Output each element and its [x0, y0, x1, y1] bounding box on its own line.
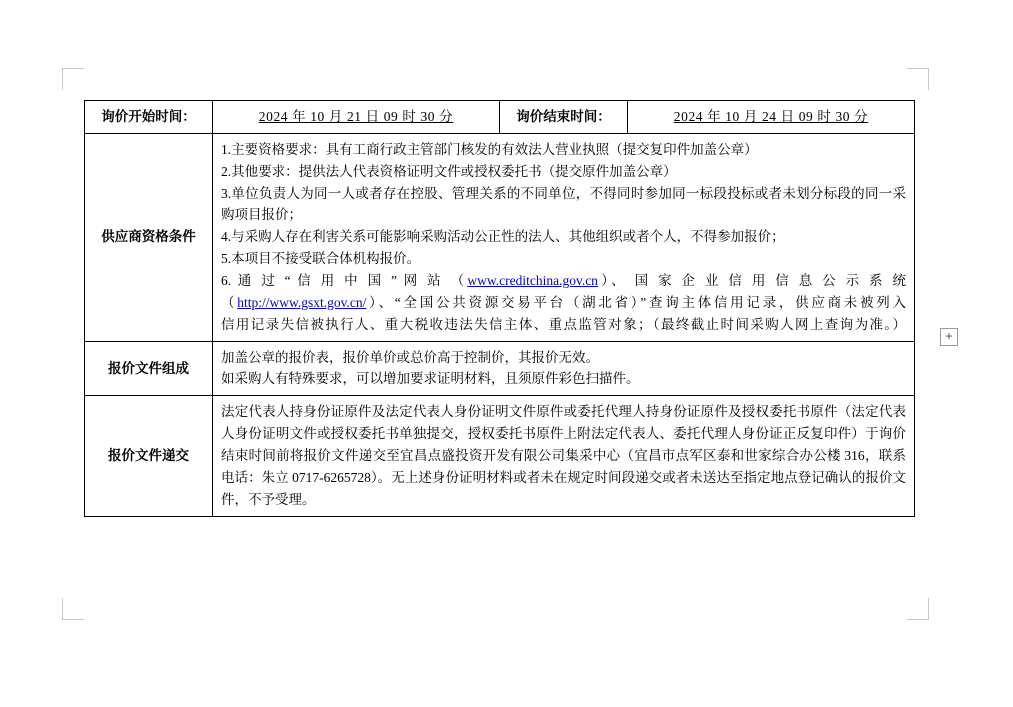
clause6-mid-text: ）、 国 家 企 业 信 用 信 息 公 示 系 统 [597, 273, 906, 289]
value-inquiry-start-time-text: 2024 年 10 月 21 日 09 时 30 分 [258, 109, 454, 124]
qualification-clause-6-line-1 [221, 270, 906, 292]
content-quotation-composition [213, 341, 915, 396]
value-inquiry-end-time [628, 101, 915, 134]
qualification-line-1: 1.主要资格要求：具有工商行政主管部门核发的有效法人营业执照（提交复印件加盖公章） [221, 141, 758, 157]
clause6-line2-rest-text: ）、“全国公共资源交易平台（湖北省）”查询主体信用记录，供应商未被列入 [366, 294, 906, 310]
table-row-quotation-submission [85, 396, 915, 516]
label-quotation-submission: 报价文件递交 [85, 396, 213, 516]
crop-mark-top-right [907, 68, 929, 90]
composition-line-2: 如采购人有特殊要求，可以增加要求证明材料，且须原件彩色扫描件。 [221, 371, 640, 387]
table-row-quotation-composition [85, 341, 915, 396]
qualification-line-3: 3.单位负责人为同一人或者存在控股、管理关系的不同单位，不得同时参加同一标段投标或者未划分标段的同一采购项目报价； [221, 185, 906, 223]
crop-mark-bottom-right [907, 598, 929, 620]
inquiry-info-table [84, 100, 915, 517]
label-quotation-composition: 报价文件组成 [85, 341, 213, 396]
qualification-line-4: 4.与采购人存在利害关系可能影响采购活动公正性的法人、其他组织或者个人，不得参加报价； [221, 229, 785, 245]
table-row-time [85, 101, 915, 134]
clause6-prefix-text: 6. 通 过 “ 信 用 中 国 ” 网 站 （ [221, 273, 468, 289]
label-inquiry-end-time: 询价结束时间： [500, 101, 628, 134]
clause6-line2-prefix-text: （ [221, 294, 238, 310]
content-quotation-submission [213, 396, 915, 516]
expand-table-button[interactable]: + [940, 328, 958, 346]
creditchina-link[interactable]: www.creditchina.gov.cn [467, 273, 598, 289]
qualification-clause-6-line-3: 信用记录失信被执行人、重大税收违法失信主体、重点监管对象；（最终截止时间采购人网上查询为准。） [221, 316, 906, 332]
qualification-line-5: 5.本项目不接受联合体机构报价。 [221, 251, 421, 267]
crop-mark-bottom-left [62, 598, 84, 620]
label-supplier-qualification: 供应商资格条件 [85, 133, 213, 341]
qualification-clause-6-line-2 [221, 292, 906, 314]
qualification-line-2: 2.其他要求：提供法人代表资格证明文件或授权委托书（提交原件加盖公章） [221, 163, 677, 179]
label-inquiry-start-time: 询价开始时间： [85, 101, 213, 134]
value-inquiry-end-time-text: 2024 年 10 月 24 日 09 时 30 分 [673, 109, 869, 124]
composition-line-1: 加盖公章的报价表，报价单价或总价高于控制价，其报价无效。 [221, 349, 599, 365]
submission-paragraph: 法定代表人持身份证原件及法定代表人身份证明文件原件或委托代理人持身份证原件及授权委托书原件（法定代表人身份证明文件或授权委托书单独提交，授权委托书原件上附法定代表人、委托代理人身份证正反复印件）于询价结束时间前将报价文件递交至宜昌点盛投资开发有限公司集采中心（宜昌市点军区泰和世家综合办公楼 316，联系电话：朱立 0717-6265728）。无上述身份证明材料或者未在规定时间段递交或者未送达至指定地点登记确认的报价文件，不予受理。 [221, 404, 906, 507]
table-row-qualification [85, 133, 915, 341]
value-inquiry-start-time [213, 101, 500, 134]
crop-mark-top-left [62, 68, 84, 90]
content-supplier-qualification [213, 133, 915, 341]
gsxt-link[interactable]: http://www.gsxt.gov.cn/ [237, 294, 367, 310]
